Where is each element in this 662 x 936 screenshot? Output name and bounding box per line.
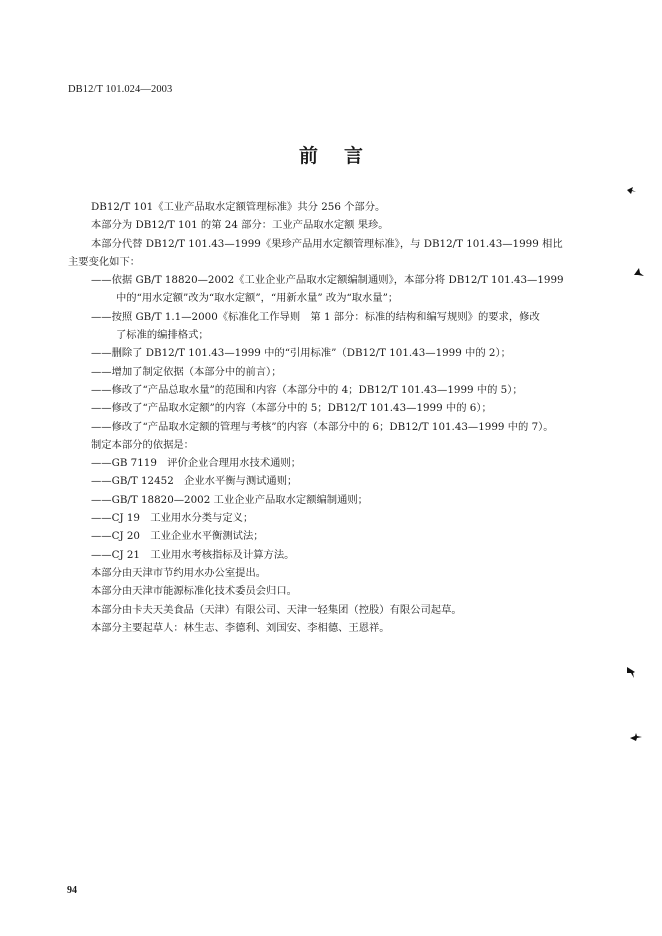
- paragraph-line: 制定本部分的依据是：: [91, 438, 194, 451]
- paragraph-line: 本部分由天津市节约用水办公室提出。: [91, 566, 267, 579]
- preface-body: [68, 198, 621, 637]
- paragraph-line: 本部分主要起草人：林生志、李德利、刘国安、李相德、王恩祥。: [91, 621, 390, 634]
- paragraph-line: ——CJ 21 工业用水考核指标及计算方法。: [91, 548, 295, 561]
- paragraph-line: ——GB 7119 评价企业合理用水技术通则；: [91, 457, 302, 470]
- paragraph-line: ——GB/T 12452 企业水平衡与测试通则；: [91, 475, 298, 488]
- scan-mark-icon: [630, 733, 642, 741]
- paragraph-line: ——GB/T 18820—2002 工业企业产品取水定额编制通则；: [91, 493, 368, 506]
- paragraph-line: ——按照 GB/T 1.1—2000《标准化工作导则 第 1 部分：标准的结构和编写规则》的要求，修改: [91, 310, 540, 323]
- document-number: DB12/T 101.024—2003: [68, 84, 173, 95]
- paragraph-line: 本部分代替 DB12/T 101.43—1999《果珍产品用水定额管理标准》，与 DB12/T 101.43—1999 相比: [91, 237, 563, 250]
- paragraph-line: 中的“用水定额”改为“取水定额”，“用新水量” 改为“取水量”；: [116, 292, 399, 305]
- paragraph-line: 主要变化如下：: [68, 255, 141, 268]
- paragraph-line: ——删除了 DB12/T 101.43—1999 中的“引用标准”（DB12/T 101.43—1999 中的 2）；: [91, 347, 511, 360]
- paragraph-line: ——增加了制定依据（本部分中的前言）；: [91, 365, 282, 378]
- paragraph-line: ——依据 GB/T 18820—2002《工业企业产品取水定额编制通则》，本部分将 DB12/T 101.43—1999: [91, 274, 564, 287]
- paragraph-line: ——修改了“产品取水定额”的内容（本部分中的 5；DB12/T 101.43—1999 中的 6）；: [91, 402, 492, 415]
- paragraph-line: 本部分由卡夫天美食品（天津）有限公司、天津一轻集团（控股）有限公司起草。: [91, 603, 462, 616]
- paragraph-line: ——修改了“产品总取水量”的范围和内容（本部分中的 4；DB12/T 101.43—1999 中的 5）；: [91, 383, 523, 396]
- scan-mark-icon: [627, 667, 637, 678]
- page-number: 94: [67, 885, 77, 896]
- paragraph-line: ——CJ 19 工业用水分类与定义；: [91, 512, 254, 525]
- paragraph-line: ——修改了“产品取水定额的管理与考核”的内容（本部分中的 6；DB12/T 101.43—1999 中的 7）。: [91, 420, 554, 433]
- paragraph-line: 本部分为 DB12/T 101 的第 24 部分：工业产品取水定额 果珍。: [91, 219, 389, 232]
- paragraph-line: 本部分由天津市能源标准化技术委员会归口。: [91, 585, 297, 598]
- paragraph-line: 了标准的编排格式；: [116, 329, 209, 342]
- scan-mark-icon: [634, 268, 644, 278]
- paragraph-line: DB12/T 101《工业产品取水定额管理标准》共分 256 个部分。: [91, 201, 386, 213]
- paragraph-line: ——CJ 20 工业企业水平衡测试法；: [91, 530, 264, 543]
- scan-mark-icon: [627, 186, 637, 194]
- page-title: 前言: [298, 145, 389, 167]
